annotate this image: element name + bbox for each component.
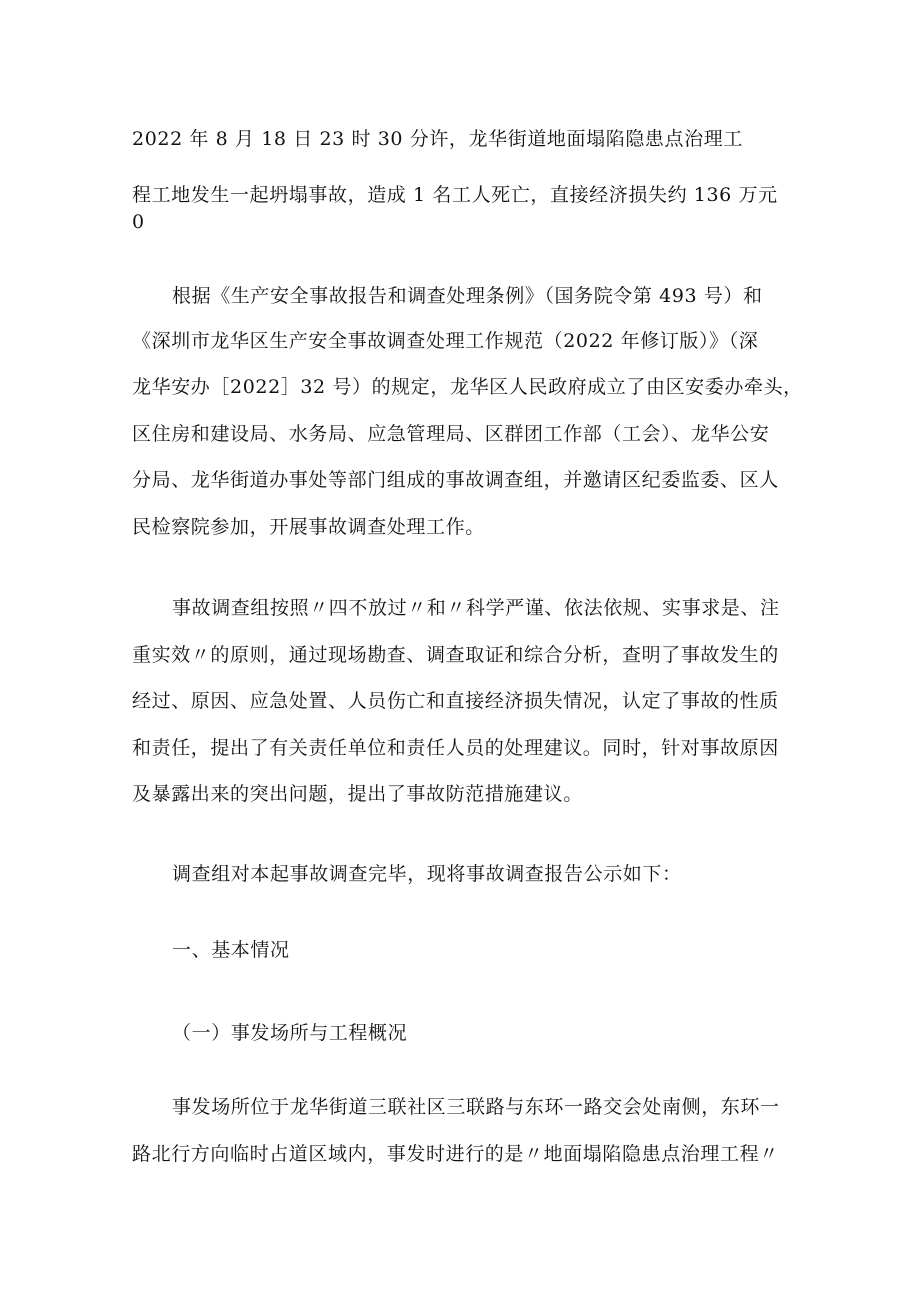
section-heading: 一、基本情况 — [172, 939, 290, 961]
paragraph-line: 事发场所位于龙华街道三联社区三联路与东环一路交会处南侧，东环一 — [172, 1096, 780, 1118]
paragraph-line: 经过、原因、应急处置、人员伤亡和直接经济损失情况，认定了事故的性质 — [132, 690, 779, 712]
paragraph-line: 事故调查组按照〃四不放过〃和〃科学严谨、依法依规、实事求是、注 — [172, 597, 780, 619]
paragraph-line: 路北行方向临时占道区域内，事发时进行的是〃地面塌陷隐患点治理工程〃 — [132, 1143, 779, 1165]
paragraph-line: 及暴露出来的突出问题，提出了事故防范措施建议。 — [132, 783, 583, 805]
paragraph-line: 程工地发生一起坍塌事故，造成 1 名工人死亡，直接经济损失约 136 万元 — [132, 184, 778, 206]
paragraph-line: 调查组对本起事故调查完毕，现将事故调查报告公示如下： — [172, 863, 682, 885]
paragraph-line: 0 — [132, 211, 145, 233]
paragraph-line: 和责任，提出了有关责任单位和责任人员的处理建议。同时，针对事故原因 — [132, 737, 779, 759]
paragraph-line: 分局、龙华街道办事处等部门组成的事故调查组，并邀请区纪委监委、区人 — [132, 469, 779, 491]
paragraph-line: 2022 年 8 月 18 日 23 时 30 分许，龙华街道地面塌陷隐患点治理工 — [132, 128, 743, 150]
paragraph-line: 龙华安办［2022］32 号）的规定，龙华区人民政府成立了由区安委办牵头， — [132, 376, 803, 398]
paragraph-line: 根据《生产安全事故报告和调查处理条例》（国务院令第 493 号）和 — [172, 285, 763, 307]
paragraph-line: 《深圳市龙华区生产安全事故调查处理工作规范（2022 年修订版）》（深 — [132, 330, 759, 352]
paragraph-line: 重实效〃的原则，通过现场勘查、调查取证和综合分析，查明了事故发生的 — [132, 644, 779, 666]
paragraph-line: 区住房和建设局、水务局、应急管理局、区群团工作部（工会）、龙华公安 — [132, 423, 770, 445]
paragraph-line: 民检察院参加，开展事故调查处理工作。 — [132, 516, 485, 538]
subsection-heading: （一）事发场所与工程概况 — [172, 1022, 408, 1044]
